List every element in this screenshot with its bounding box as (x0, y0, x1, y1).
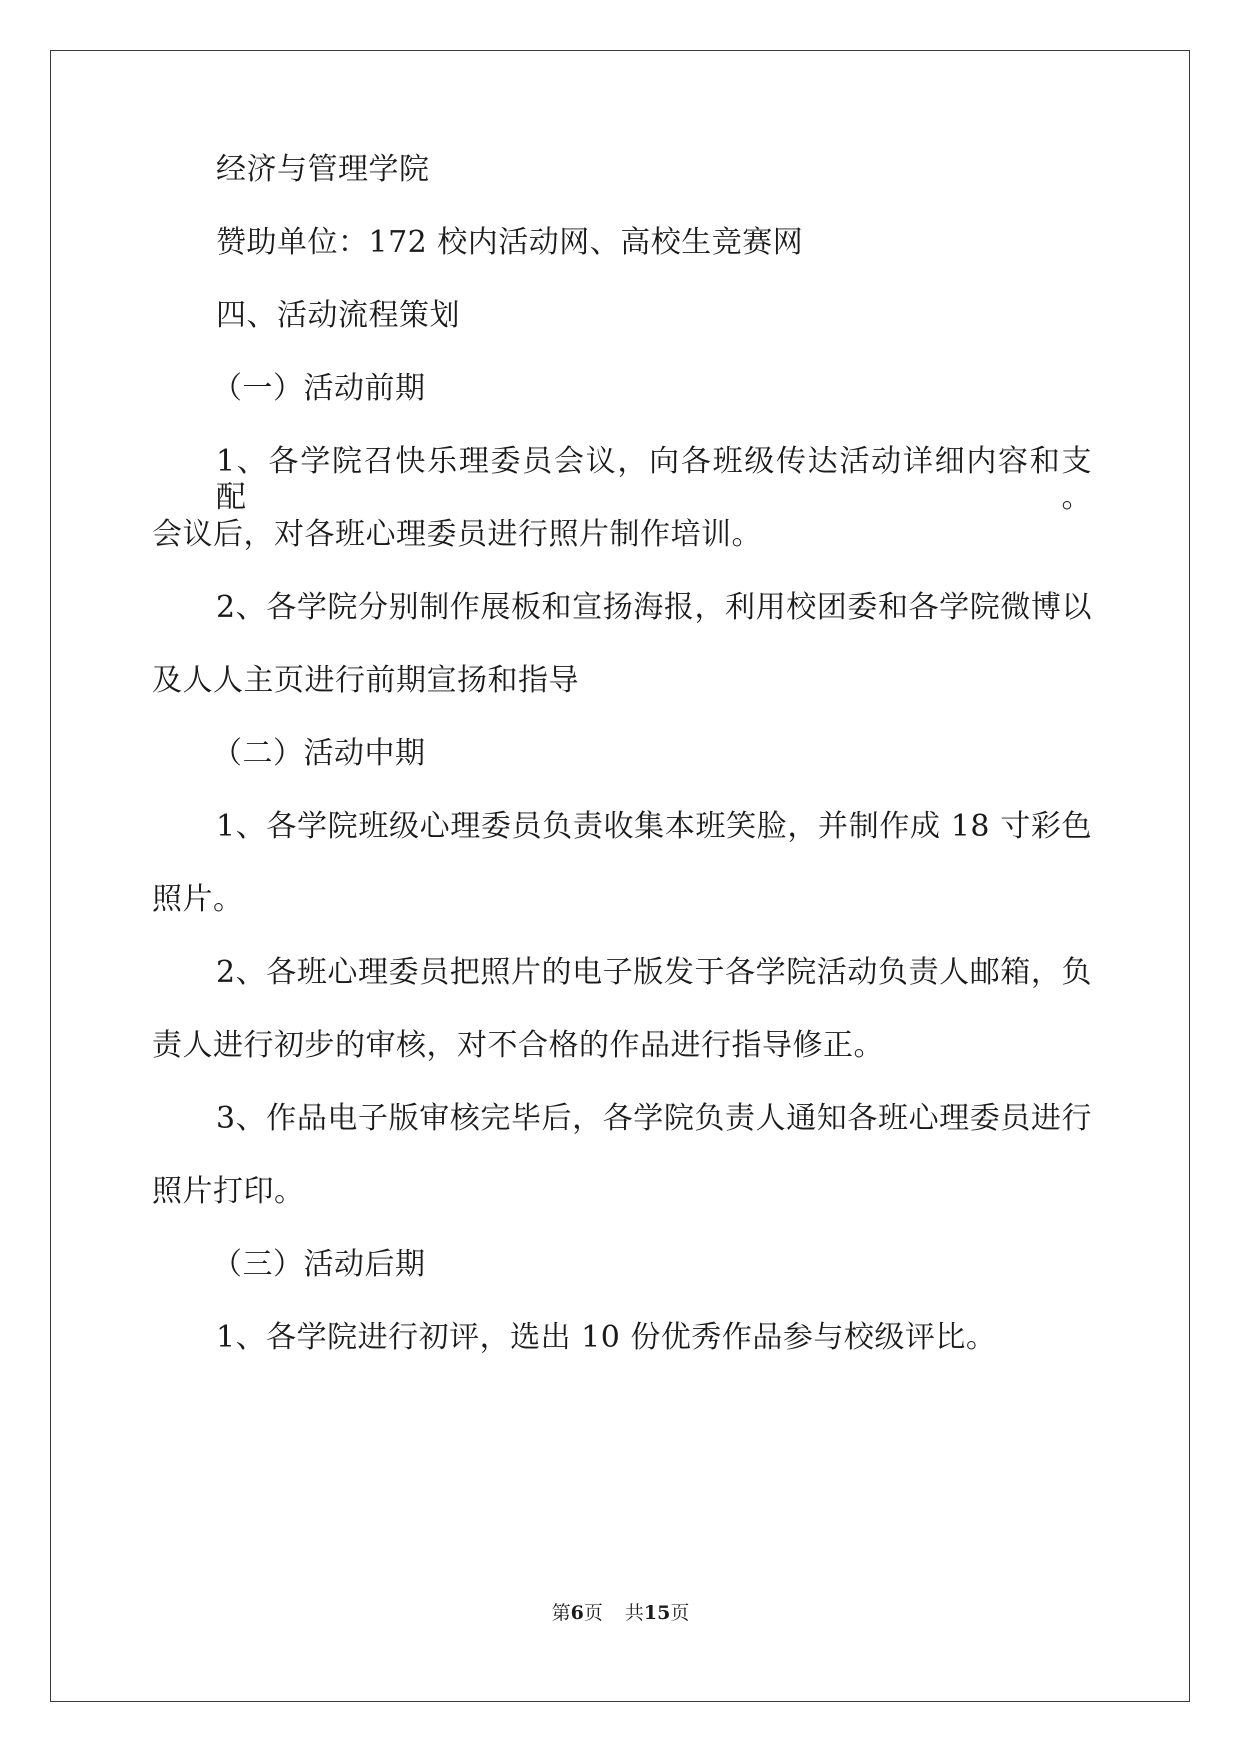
paragraph-late-1: 1、各学院进行初评，选出 10 份优秀作品参与校级评比。 (216, 1320, 997, 1355)
paragraph-college: 经济与管理学院 (216, 152, 430, 187)
paragraph-early-2-line2: 及人人主页进行前期宣扬和指导 (152, 663, 579, 698)
footer-total-pages: 15 (643, 1602, 671, 1624)
subheading-early-stage: （一）活动前期 (212, 371, 426, 406)
paragraph-mid-3-line2: 照片打印。 (152, 1174, 305, 1209)
paragraph-mid-2-line2: 责人进行初步的审核，对不合格的作品进行指导修正。 (152, 1028, 884, 1063)
page-footer (0, 1598, 1241, 1625)
paragraph-mid-2-line1: 2、各班心理委员把照片的电子版发于各学院活动负责人邮箱，负 (216, 955, 1092, 990)
paragraph-sponsor: 赞助单位：172 校内活动网、高校生竞赛网 (216, 225, 804, 260)
section-heading-process: 四、活动流程策划 (216, 298, 460, 333)
footer-total-prefix: 共 (624, 1602, 644, 1624)
footer-prefix: 第 (551, 1602, 571, 1624)
paragraph-early-1-line1: 1、各学院召快乐理委员会议，向各班级传达活动详细内容和支配。 (216, 444, 1092, 515)
subheading-late-stage: （三）活动后期 (212, 1247, 426, 1282)
paragraph-early-2-line1: 2、各学院分别制作展板和宣扬海报，利用校团委和各学院微博以 (216, 590, 1092, 625)
paragraph-mid-1-line2: 照片。 (152, 882, 244, 917)
subheading-mid-stage: （二）活动中期 (212, 736, 426, 771)
footer-total-unit: 页 (670, 1602, 690, 1624)
footer-page-number: 6 (570, 1602, 584, 1624)
paragraph-mid-3-line1: 3、作品电子版审核完毕后，各学院负责人通知各班心理委员进行 (216, 1101, 1092, 1136)
paragraph-mid-1-line1: 1、各学院班级心理委员负责收集本班笑脸，并制作成 18 寸彩色 (216, 809, 1092, 844)
paragraph-early-1-line2: 会议后，对各班心理委员进行照片制作培训。 (152, 517, 762, 552)
footer-page-unit: 页 (583, 1602, 603, 1624)
